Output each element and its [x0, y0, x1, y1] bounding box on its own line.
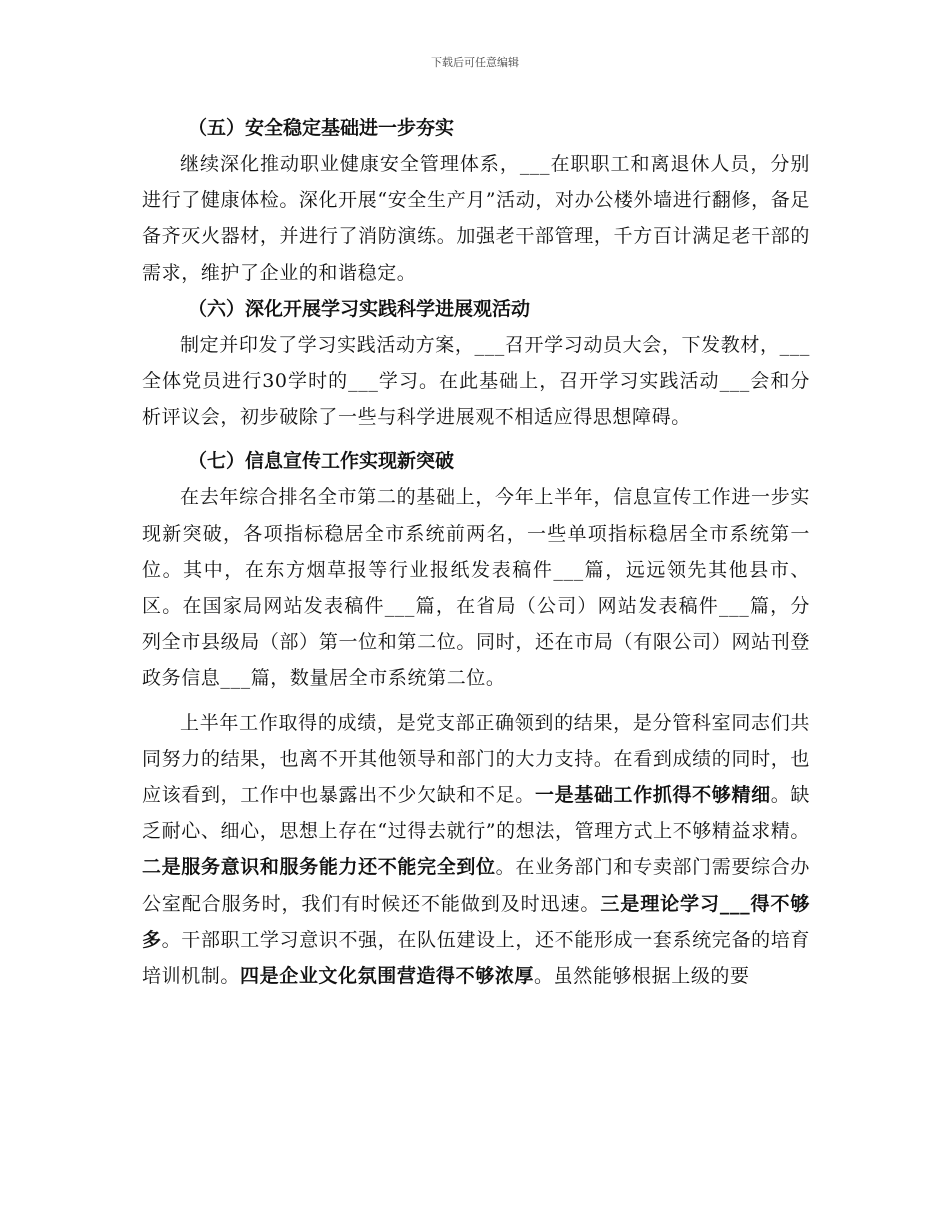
shortcoming-2-title: 二是服务意识和服务能力还不能完全到位 [142, 856, 496, 879]
page-header-note: 下载后可任意编辑 [431, 56, 519, 69]
shortcoming-1-text: 。缺乏耐心、细心，思想上存在“过得去就行”的想法，管理方式上不够精益求精。 [142, 784, 810, 843]
section-body-7: 在去年综合排名全市第二的基础上，今年上半年，信息宣传工作进一步实现新突破，各项指标稳居全市系统前两名，一些单项指标稳居全市系统第一位。其中，在东方烟草报等行业报纸发表稿件___篇，远远领先其他县市、区。在国家局网站发表稿件___篇，在省局（公司）网站发表稿件___篇，分列全市县级局（部）第一位和第二位。同时，还在市局（有限公司）网站刊登政务信息___篇，数量居全市系统第二位。 [142, 486, 810, 690]
section-body-5: 继续深化推动职业健康安全管理体系，___在职职工和离退休人员，分别进行了健康体检。深化开展“安全生产月”活动，对办公楼外墙进行翻修，备足备齐灭火器材，并进行了消防演练。加强老干部管理，千方百计满足老干部的需求，维护了企业的和谐稳定。 [142, 153, 810, 284]
section-heading-6: （六）深化开展学习实践科学进展观活动 [188, 297, 531, 320]
shortcoming-3-text: 。干部职工学习意识不强，在队伍建设上，还不能形成一套系统完备的培育培训机制。 [142, 928, 810, 988]
summary-paragraph [142, 705, 810, 995]
shortcoming-3-title: 三是理论学习___得不够多 [142, 892, 810, 951]
section-heading-7: （七）信息宣传工作实现新突破 [188, 450, 455, 473]
section-heading-5: （五）安全稳定基础进一步夯实 [188, 117, 455, 139]
summary-intro: 上半年工作取得的成绩，是党支部正确领到的结果，是分管科室同志们共同努力的结果，也离不开其他领导和部门的大力支持。在看到成绩的同时，也应该看到，工作中也暴露出不少欠缺和不足。 [142, 711, 810, 807]
section-body-6: 制定并印发了学习实践活动方案，___召开学习动员大会，下发教材，___全体党员进行30学时的___学习。在此基础上，召开学习实践活动___会和分析评议会，初步破除了一些与科学进展观不相适应得思想障碍。 [142, 333, 810, 429]
shortcoming-2-text: 。在业务部门和专卖部门需要综合办公室配合服务时，我们有时候还不能做到及时迅速。 [142, 856, 810, 915]
shortcoming-1-title: 一是基础工作抓得不够精细 [534, 784, 771, 807]
shortcoming-4-title: 四是企业文化氛围营造得不够浓厚 [240, 965, 535, 988]
document-body [142, 110, 810, 994]
shortcoming-4-text: 。虽然能够根据上级的要 [534, 965, 750, 988]
